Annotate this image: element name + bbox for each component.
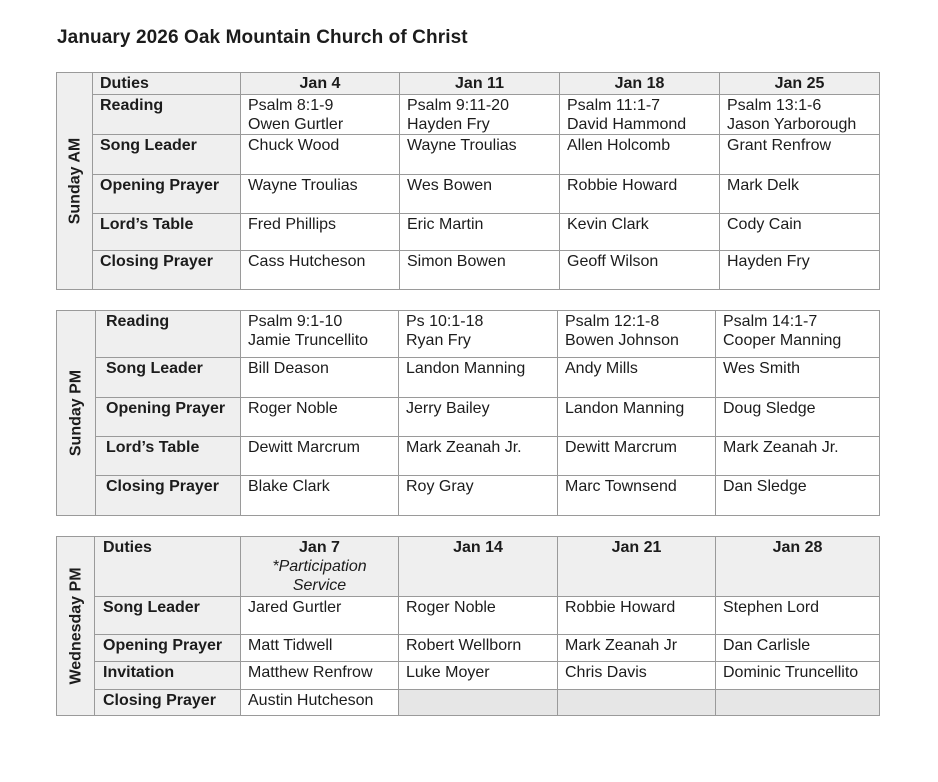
page-title: January 2026 Oak Mountain Church of Christ (57, 27, 468, 48)
assignee-name: Luke Moyer (399, 662, 558, 690)
assignee-name: Roy Gray (399, 476, 558, 516)
section-label: Wednesday PM (67, 567, 84, 685)
duty-label: Lord’s Table (93, 214, 241, 251)
duty-label: Song Leader (95, 597, 241, 635)
sunday-am-schedule-table (56, 72, 880, 290)
duty-row (57, 95, 880, 135)
date-header: Jan 11 (400, 73, 560, 95)
assignee-name: Matt Tidwell (241, 635, 399, 662)
duty-row (57, 662, 880, 690)
date-label: Jan 7 (299, 539, 340, 556)
section-label: Sunday AM (66, 137, 83, 225)
assignee-name: Geoff Wilson (560, 251, 720, 290)
assignee-name: Wayne Troulias (400, 135, 560, 175)
assignee-name: Robbie Howard (558, 597, 716, 635)
scripture-reference: Psalm 11:1-7 (567, 97, 661, 114)
assignment-cell (558, 311, 716, 358)
section-label-cell (57, 311, 96, 516)
assignee-name: Allen Holcomb (560, 135, 720, 175)
assignee-name: Bowen Johnson (565, 332, 679, 349)
assignment-cell (560, 95, 720, 135)
date-header (241, 537, 399, 597)
duty-row (57, 635, 880, 662)
section-label-cell (57, 537, 95, 716)
assignee-name: Austin Hutcheson (241, 690, 399, 716)
duty-label: Lord’s Table (96, 437, 241, 476)
assignee-name: Cooper Manning (723, 332, 842, 349)
assignment-cell (400, 95, 560, 135)
assignee-name: Jerry Bailey (399, 398, 558, 437)
assignment-cell (716, 311, 880, 358)
date-header: Jan 28 (716, 537, 880, 597)
assignee-name: Bill Deason (241, 358, 399, 398)
date-header: Jan 21 (558, 537, 716, 597)
section-label-cell (57, 73, 93, 290)
duty-row (57, 311, 880, 358)
assignee-name: Jason Yarborough (727, 116, 857, 133)
scripture-reference: Ps 10:1-18 (406, 313, 484, 330)
scripture-reference: Psalm 9:11-20 (407, 97, 509, 114)
duty-row (57, 437, 880, 476)
assignee-name: Mark Zeanah Jr. (716, 437, 880, 476)
duty-label: Closing Prayer (96, 476, 241, 516)
assignee-name: Doug Sledge (716, 398, 880, 437)
assignee-name: Owen Gurtler (248, 116, 344, 133)
date-header: Jan 18 (560, 73, 720, 95)
assignee-name: Cody Cain (720, 214, 880, 251)
duty-row (57, 135, 880, 175)
duty-label: Reading (96, 311, 241, 358)
duties-header: Duties (93, 73, 241, 95)
assignee-name: Andy Mills (558, 358, 716, 398)
assignee-name: Fred Phillips (241, 214, 400, 251)
assignee-name: Robert Wellborn (399, 635, 558, 662)
duty-label: Song Leader (93, 135, 241, 175)
scripture-reference: Psalm 12:1-8 (565, 313, 660, 330)
duty-label: Opening Prayer (95, 635, 241, 662)
duty-label: Closing Prayer (95, 690, 241, 716)
assignee-name: Roger Noble (399, 597, 558, 635)
duty-label: Song Leader (96, 358, 241, 398)
assignee-name: David Hammond (567, 116, 687, 133)
assignee-name: Matthew Renfrow (241, 662, 399, 690)
duty-label: Reading (93, 95, 241, 135)
assignee-name: Robbie Howard (560, 175, 720, 214)
date-header: Jan 4 (241, 73, 400, 95)
assignee-name: Blake Clark (241, 476, 399, 516)
assignee-name: Dan Carlisle (716, 635, 880, 662)
assignee-name: Mark Zeanah Jr. (399, 437, 558, 476)
duty-row (57, 476, 880, 516)
duty-label: Opening Prayer (93, 175, 241, 214)
assignee-name: Wes Bowen (400, 175, 560, 214)
sunday-pm-schedule-table (56, 310, 880, 516)
assignment-cell (399, 311, 558, 358)
assignee-name: Landon Manning (399, 358, 558, 398)
duty-label: Opening Prayer (96, 398, 241, 437)
assignee-name: Mark Zeanah Jr (558, 635, 716, 662)
assignee-name: Ryan Fry (406, 332, 471, 349)
assignee-name: Stephen Lord (716, 597, 880, 635)
participation-note: Service (292, 577, 347, 594)
duty-row (57, 214, 880, 251)
header-row (57, 537, 880, 597)
assignee-name: Jamie Truncellito (248, 332, 369, 349)
assignee-name: Hayden Fry (407, 116, 490, 133)
empty-cell (558, 690, 716, 716)
assignee-name: Dewitt Marcrum (558, 437, 716, 476)
assignee-name: Dewitt Marcrum (241, 437, 399, 476)
participation-note: *Participation (272, 558, 367, 575)
assignee-name: Mark Delk (720, 175, 880, 214)
assignee-name: Eric Martin (400, 214, 560, 251)
scripture-reference: Psalm 13:1-6 (727, 97, 822, 114)
empty-cell (716, 690, 880, 716)
duty-row (57, 251, 880, 290)
duty-row (57, 398, 880, 437)
scripture-reference: Psalm 9:1-10 (248, 313, 343, 330)
date-header: Jan 25 (720, 73, 880, 95)
assignee-name: Wayne Troulias (241, 175, 400, 214)
assignee-name: Marc Townsend (558, 476, 716, 516)
assignee-name: Landon Manning (558, 398, 716, 437)
assignee-name: Chris Davis (558, 662, 716, 690)
duty-row (57, 175, 880, 214)
assignee-name: Dominic Truncellito (716, 662, 880, 690)
assignee-name: Jared Gurtler (241, 597, 399, 635)
duty-row (57, 690, 880, 716)
duty-label: Closing Prayer (93, 251, 241, 290)
scripture-reference: Psalm 14:1-7 (723, 313, 818, 330)
assignee-name: Roger Noble (241, 398, 399, 437)
assignee-name: Dan Sledge (716, 476, 880, 516)
scripture-reference: Psalm 8:1-9 (248, 97, 334, 114)
wednesday-pm-schedule-table (56, 536, 880, 716)
assignment-cell (241, 95, 400, 135)
assignee-name: Simon Bowen (400, 251, 560, 290)
header-row (57, 73, 880, 95)
section-label: Sunday PM (67, 369, 85, 457)
date-header: Jan 14 (399, 537, 558, 597)
duty-row (57, 597, 880, 635)
assignee-name: Wes Smith (716, 358, 880, 398)
assignment-cell (720, 95, 880, 135)
assignee-name: Cass Hutcheson (241, 251, 400, 290)
assignee-name: Hayden Fry (720, 251, 880, 290)
empty-cell (399, 690, 558, 716)
assignee-name: Grant Renfrow (720, 135, 880, 175)
duty-label: Invitation (95, 662, 241, 690)
assignment-cell (241, 311, 399, 358)
assignee-name: Kevin Clark (560, 214, 720, 251)
assignee-name: Chuck Wood (241, 135, 400, 175)
duty-row (57, 358, 880, 398)
duties-header: Duties (95, 537, 241, 597)
